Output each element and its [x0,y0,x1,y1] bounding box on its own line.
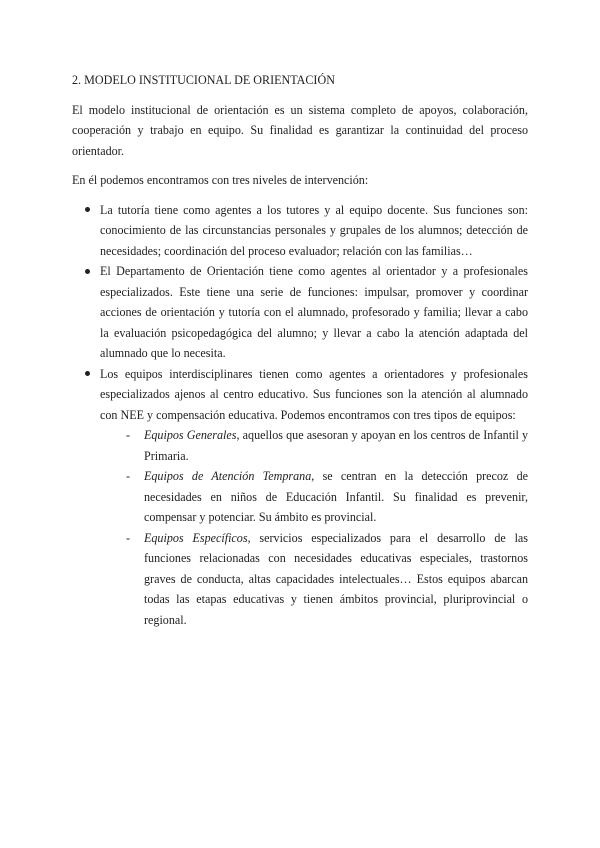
team-item-generales [100,425,528,466]
bullet-icon [85,371,90,376]
list-item-text: Los equipos interdisciplinares tienen como agentes a orientadores y profesionales especializados ajenos al centro educativo. Sus funciones son la atención al alumnado con NEE y compensación educativa. Podemos encontramos con tres tipos de equipos: [100,366,528,422]
intervention-levels-list [72,200,528,631]
team-item-atencion-temprana [100,466,528,528]
team-description: , servicios especializados para el desarrollo de las funciones relacionadas con necesidades educativas especiales, trastornos graves de conducta, altas capacidades intelectuales… Estos equipos abarcan todas las etapas educativas y tienen ámbitos provincial, pluriprovincial o regional. [144,530,528,627]
bullet-icon [85,207,90,212]
team-description: , aquellos que asesoran y apoyan en los centros de Infantil y Primaria. [144,428,528,463]
team-name: Equipos Específicos [144,530,248,545]
team-description: , se centran en la detección precoz de necesidades en niños de Educación Infantil. Su finalidad es prevenir, compensar y potenciar. Su ámbito es provincial. [144,469,528,524]
dash-icon: - [126,469,131,483]
bullet-icon [85,269,90,274]
team-item-especificos [100,528,528,631]
team-types-list [100,425,528,630]
list-item-text: El Departamento de Orientación tiene como agentes al orientador y a profesionales especializados. Este tiene una serie de funciones: impulsar, promover y coordinar acciones de orientación y tutoría con el alumnado, profesorado y familia; llevar a cabo la evaluación psicopedagógica del alumno; y llevar a cabo la atención adaptada del alumnado que lo necesita. [100,264,528,360]
intro-paragraph: El modelo institucional de orientación es un sistema completo de apoyos, colaboración, cooperación y trabajo en equipo. Su finalidad es garantizar la continuidad del proceso orientador. [72,102,528,158]
list-item-equipos [72,364,528,631]
levels-intro-paragraph: En él podemos encontramos con tres niveles de intervención: [72,173,369,187]
team-name: Equipos de Atención Temprana [144,469,312,483]
dash-icon: - [126,428,131,442]
section-heading: 2. MODELO INSTITUCIONAL DE ORIENTACIÓN [72,73,335,87]
team-name: Equipos Generales [144,428,237,442]
list-item-text: La tutoría tiene como agentes a los tutores y al equipo docente. Sus funciones son: conocimiento de las circunstancias personales y grupales de los alumnos; detección de necesidades; coordinación del proceso evaluador; relación con las familias… [100,202,528,258]
list-item-tutoria [72,200,528,262]
list-item-departamento [72,261,528,364]
dash-icon: - [126,530,131,545]
